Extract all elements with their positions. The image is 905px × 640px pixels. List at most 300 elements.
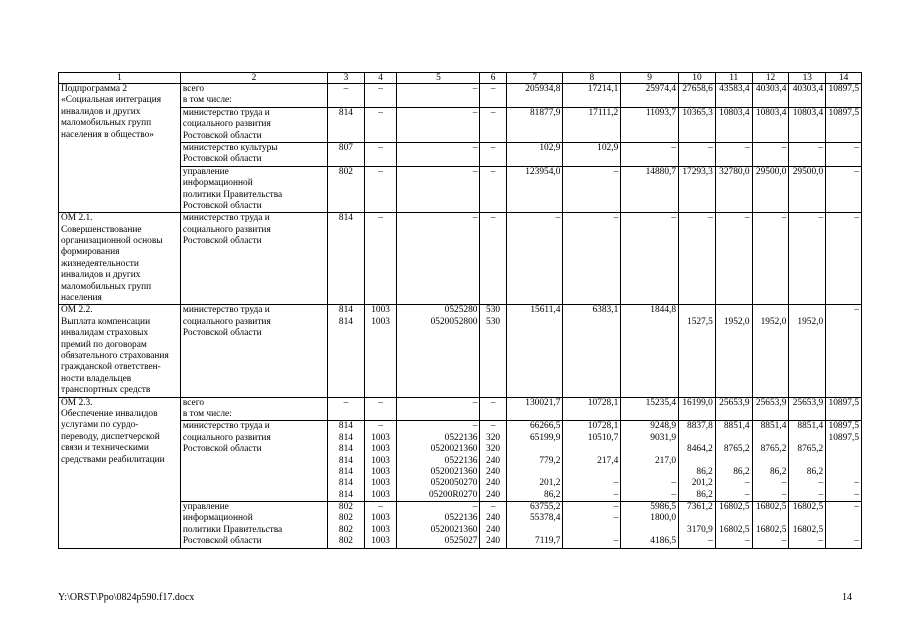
executor-line: Ростовской области	[182, 130, 262, 141]
value-line: –	[490, 397, 496, 408]
value-cell	[715, 213, 752, 305]
value-cell	[679, 397, 716, 421]
value-line: 8765,2	[797, 444, 824, 455]
value-line: 0520052800	[430, 316, 478, 327]
executor-cell	[180, 142, 327, 166]
value-cell	[506, 166, 563, 213]
value-line: 1003	[371, 444, 390, 455]
column-number-header: 12	[752, 73, 789, 84]
value-cell	[364, 213, 397, 305]
value-line: 1003	[371, 316, 390, 327]
value-line	[791, 305, 823, 316]
value-line: 0522136	[444, 455, 478, 466]
value-line: 81877,9	[529, 107, 561, 118]
value-line: 8851,4	[797, 421, 824, 432]
value-line: –	[472, 397, 478, 408]
column-number-header: 1	[59, 73, 181, 84]
value-cell	[397, 397, 480, 421]
value-cell	[826, 502, 862, 549]
value-line: 814	[338, 305, 353, 316]
value-line: 14880,7	[645, 166, 677, 177]
program-name-line: ОМ 2.2.	[61, 305, 93, 316]
value-line: 9248,9	[650, 421, 677, 432]
executor-line: социального развития	[182, 224, 271, 235]
program-name-line: переводу, диспетчерской	[61, 431, 160, 442]
value-line: 66266,5	[529, 421, 561, 432]
value-line: 814	[338, 455, 353, 466]
value-line: 814	[338, 478, 353, 489]
value-line	[623, 525, 676, 536]
column-number-header: 7	[506, 73, 563, 84]
value-line: 3170,9	[687, 524, 713, 535]
value-cell	[621, 421, 679, 502]
value-line: 8851,4	[760, 421, 787, 432]
value-line: –	[818, 478, 824, 489]
value-cell	[789, 213, 826, 305]
value-cell	[826, 213, 862, 305]
value-line: 1003	[371, 432, 390, 443]
executor-cell	[180, 502, 327, 549]
value-line: 10510,7	[587, 432, 619, 443]
budget-table	[58, 72, 862, 549]
value-line: 1952,0	[723, 316, 750, 327]
value-cell	[679, 142, 716, 166]
column-number-header: 8	[563, 73, 621, 84]
value-line: –	[378, 166, 383, 177]
program-name-line: организационной основы	[61, 236, 163, 247]
value-line	[755, 433, 787, 444]
executor-cell	[180, 213, 327, 305]
value-cell	[715, 166, 752, 213]
value-cell	[397, 166, 480, 213]
value-line: 240	[486, 513, 501, 524]
program-name-line: ности владельцев	[61, 373, 132, 384]
executor-line: социального развития	[182, 316, 271, 327]
value-line: 17214,1	[587, 84, 619, 94]
value-cell	[364, 84, 397, 108]
value-line: 10803,4	[792, 107, 824, 118]
value-line: 205934,8	[525, 84, 561, 94]
value-line: 807	[338, 142, 353, 153]
value-line: 1003	[371, 478, 390, 489]
value-line: 814	[338, 107, 353, 118]
value-cell	[328, 421, 365, 502]
value-line: 15235,4	[645, 397, 677, 408]
value-line: 814	[338, 466, 353, 477]
value-line	[828, 513, 859, 524]
value-line	[565, 317, 618, 328]
value-line: 25974,4	[645, 84, 677, 94]
value-line: –	[854, 166, 859, 177]
table-row	[59, 305, 862, 397]
program-name-line: жизнедеятельности	[61, 258, 139, 269]
value-cell	[621, 213, 679, 305]
executor-line: в том числе:	[182, 408, 232, 419]
value-line: 10897,5	[828, 107, 859, 118]
value-line: 1844,8	[650, 305, 677, 316]
value-cell	[563, 213, 621, 305]
value-cell	[563, 305, 621, 397]
value-cell	[826, 166, 862, 213]
value-line: 11093,7	[645, 107, 677, 118]
value-line: 43583,4	[719, 84, 750, 94]
value-line: 65199,9	[529, 432, 561, 443]
value-line: –	[378, 213, 383, 224]
program-name-cell	[59, 397, 181, 548]
value-line	[828, 467, 859, 478]
value-line: –	[490, 502, 496, 513]
column-number-header: 10	[679, 73, 716, 84]
value-cell	[397, 142, 480, 166]
value-cell	[679, 305, 716, 397]
value-line: –	[613, 166, 619, 177]
value-line: 10897,5	[828, 84, 859, 94]
program-name-line: связи и техническими	[61, 443, 149, 454]
value-cell	[480, 502, 506, 549]
value-line	[828, 456, 859, 467]
program-name-line: ОМ 2.1.	[61, 213, 93, 224]
value-line: 10365,3	[682, 107, 713, 118]
value-line: 814	[338, 432, 353, 443]
value-line: 320	[486, 444, 501, 455]
value-cell	[789, 84, 826, 108]
value-line: –	[343, 84, 349, 94]
executor-line: в том числе:	[182, 95, 232, 106]
value-cell	[715, 397, 752, 421]
value-line: 40303,4	[755, 84, 787, 94]
program-name-line: инвалидам страховых	[61, 328, 149, 339]
value-line: 05200R0270	[428, 489, 478, 500]
value-line: 63755,2	[529, 502, 561, 513]
value-line: –	[613, 536, 619, 547]
value-line: –	[708, 142, 713, 153]
value-line	[509, 317, 561, 328]
program-name-line: Выплата компенсации	[61, 316, 151, 327]
value-line: 7361,2	[687, 502, 713, 513]
value-cell	[328, 305, 365, 397]
value-line: 15611,4	[530, 305, 561, 316]
value-cell	[506, 84, 563, 108]
value-cell	[506, 421, 563, 502]
value-cell	[752, 84, 789, 108]
executor-cell	[180, 107, 327, 142]
value-line	[718, 305, 750, 316]
value-line: 1003	[371, 305, 390, 316]
value-line	[755, 305, 787, 316]
value-cell	[480, 84, 506, 108]
value-line: 0520021360	[430, 444, 478, 455]
program-name-line: услугами по сурдо-	[61, 420, 139, 431]
value-line: 530	[486, 316, 501, 327]
value-line: 1952,0	[760, 316, 787, 327]
value-line: 8837,8	[687, 421, 713, 432]
value-cell	[563, 166, 621, 213]
value-cell	[480, 166, 506, 213]
value-cell	[563, 502, 621, 549]
executor-line: Ростовской области	[182, 444, 262, 455]
value-line: –	[490, 166, 496, 177]
value-line: 240	[486, 466, 501, 477]
value-line: 86,2	[733, 466, 750, 477]
executor-cell	[180, 421, 327, 502]
program-name-line: ОМ 2.3.	[61, 397, 93, 408]
value-line: –	[490, 421, 496, 432]
value-line: –	[343, 397, 349, 408]
program-name-line: населения	[61, 293, 102, 304]
value-line: 29500,0	[755, 166, 787, 177]
value-line: 0525027	[444, 536, 478, 547]
value-line: 802	[338, 502, 353, 513]
value-line: –	[818, 213, 824, 224]
value-line: 217,0	[654, 455, 677, 466]
value-cell	[679, 213, 716, 305]
value-line: 1003	[371, 466, 390, 477]
value-line: –	[781, 489, 787, 500]
value-line: 40303,4	[792, 84, 824, 94]
value-cell	[364, 502, 397, 549]
value-cell	[715, 107, 752, 142]
executor-line: Ростовской области	[182, 536, 262, 547]
program-name-line: маломобильных групп	[61, 281, 152, 292]
value-cell	[789, 107, 826, 142]
value-line	[791, 513, 823, 524]
value-line: –	[818, 536, 824, 547]
value-line: 7119,7	[535, 536, 561, 547]
value-cell	[506, 397, 563, 421]
value-line	[509, 467, 561, 478]
value-line: 55378,4	[529, 513, 561, 524]
value-cell	[328, 213, 365, 305]
value-cell	[621, 107, 679, 142]
column-number-header: 14	[826, 73, 862, 84]
value-line: –	[671, 489, 677, 500]
value-line: 802	[338, 524, 353, 535]
value-cell	[679, 421, 716, 502]
executor-line: Ростовской области	[182, 236, 262, 247]
value-cell	[826, 305, 862, 397]
value-cell	[480, 421, 506, 502]
value-cell	[563, 142, 621, 166]
value-cell	[679, 107, 716, 142]
value-line: 240	[486, 478, 501, 489]
column-number-header: 3	[328, 73, 365, 84]
value-cell	[826, 421, 862, 502]
value-line	[718, 513, 750, 524]
value-line: 0525280	[444, 305, 478, 316]
value-line: 25653,9	[792, 397, 824, 408]
value-cell	[826, 107, 862, 142]
value-line	[755, 456, 787, 467]
value-line: 10897,5	[828, 397, 859, 408]
value-cell	[364, 397, 397, 421]
executor-line: всего	[182, 84, 205, 94]
value-line: –	[781, 142, 787, 153]
value-cell	[506, 107, 563, 142]
executor-line: политики Правительства	[182, 524, 283, 535]
value-line: 123954,0	[525, 166, 561, 177]
value-line	[791, 456, 823, 467]
value-line	[828, 317, 859, 328]
value-line	[718, 433, 750, 444]
program-name-line: населения в общество»	[61, 129, 154, 140]
value-cell	[826, 142, 862, 166]
value-cell	[480, 107, 506, 142]
value-line: –	[744, 489, 750, 500]
value-line: –	[854, 489, 859, 500]
value-line: –	[613, 502, 619, 513]
value-line: –	[781, 213, 787, 224]
value-line: 1003	[371, 524, 390, 535]
program-name-line: формирования	[61, 247, 120, 258]
value-line: –	[472, 84, 478, 94]
value-line	[681, 456, 713, 467]
value-cell	[563, 84, 621, 108]
value-cell	[752, 213, 789, 305]
executor-line: Ростовской области	[182, 328, 262, 339]
value-cell	[563, 421, 621, 502]
value-line	[791, 433, 823, 444]
value-line: 240	[486, 536, 501, 547]
value-line: 0520021360	[430, 524, 478, 535]
value-line: 17111,2	[588, 107, 619, 118]
value-line: –	[378, 421, 383, 432]
value-line: 814	[338, 213, 353, 224]
executor-line: политики Правительства	[182, 189, 283, 200]
value-line: 1800,0	[650, 513, 677, 524]
value-line: 814	[338, 316, 353, 327]
program-name-line: Обеспечение инвалидов	[61, 408, 158, 419]
executor-cell	[180, 166, 327, 213]
value-line: 16199,0	[682, 397, 713, 408]
value-cell	[563, 397, 621, 421]
value-line: 201,2	[539, 478, 561, 489]
value-line: 10803,4	[755, 107, 787, 118]
value-cell	[752, 142, 789, 166]
value-cell	[752, 107, 789, 142]
value-cell	[715, 421, 752, 502]
program-name-line: Подпрограмма 2	[61, 84, 128, 94]
value-cell	[621, 502, 679, 549]
program-name-line: инвалидов и других	[61, 106, 141, 117]
value-line: 25653,9	[755, 397, 787, 408]
value-line: –	[854, 536, 859, 547]
value-cell	[621, 305, 679, 397]
program-name-line: Совершенствование	[61, 224, 142, 235]
table-row	[59, 213, 862, 305]
value-line: 802	[338, 166, 353, 177]
value-line: 8851,4	[723, 421, 750, 432]
column-number-header: 11	[715, 73, 752, 84]
value-cell	[826, 84, 862, 108]
value-line: –	[671, 478, 677, 489]
program-name-line: обязательного страхования	[61, 350, 169, 361]
footer-page-number: 14	[842, 592, 852, 603]
value-line: –	[490, 213, 496, 224]
value-cell	[621, 166, 679, 213]
value-cell	[328, 166, 365, 213]
value-line: –	[854, 478, 859, 489]
value-line: 86,2	[769, 466, 787, 477]
value-cell	[563, 107, 621, 142]
value-line: –	[781, 478, 787, 489]
value-line: –	[708, 213, 713, 224]
value-line	[565, 467, 618, 478]
value-line: –	[854, 305, 859, 316]
value-line: –	[781, 536, 787, 547]
value-line: 1527,5	[687, 316, 713, 327]
value-cell	[364, 142, 397, 166]
value-line: 4186,5	[650, 536, 677, 547]
table-row	[59, 397, 862, 421]
value-cell	[328, 397, 365, 421]
executor-line: министерство культуры	[182, 142, 278, 153]
value-line: –	[472, 213, 478, 224]
value-line: –	[613, 213, 619, 224]
value-line: –	[854, 142, 859, 153]
value-cell	[328, 502, 365, 549]
executor-line: Ростовской области	[182, 154, 262, 165]
value-cell	[364, 166, 397, 213]
table-row	[59, 84, 862, 108]
value-cell	[752, 502, 789, 549]
value-line: 27658,6	[682, 84, 713, 94]
program-name-line: маломобильных групп	[61, 118, 152, 129]
program-name-cell	[59, 84, 181, 213]
value-cell	[364, 107, 397, 142]
value-line: 6383,1	[592, 305, 619, 316]
value-line: –	[613, 513, 619, 524]
executor-line: министерство труда и	[182, 305, 270, 316]
value-cell	[789, 421, 826, 502]
value-line: 0522136	[444, 432, 478, 443]
value-cell	[715, 84, 752, 108]
value-cell	[826, 397, 862, 421]
value-line: 10728,1	[587, 421, 619, 432]
executor-line: министерство труда и	[182, 421, 270, 432]
value-cell	[506, 142, 563, 166]
value-cell	[679, 84, 716, 108]
executor-line: всего	[182, 397, 205, 408]
value-line: –	[671, 213, 677, 224]
program-name-cell	[59, 213, 181, 305]
value-line: 1003	[371, 489, 390, 500]
column-number-header: 5	[397, 73, 480, 84]
value-line: 86,2	[696, 466, 713, 477]
value-cell	[364, 305, 397, 397]
value-line: 8765,2	[760, 444, 787, 455]
value-line	[828, 444, 859, 455]
value-line	[718, 456, 750, 467]
value-line: 130021,7	[525, 397, 561, 408]
value-line: 86,2	[806, 466, 824, 477]
value-line	[623, 467, 676, 478]
value-line: 779,2	[539, 455, 561, 466]
value-cell	[506, 502, 563, 549]
executor-line: Ростовской области	[182, 200, 262, 211]
value-line: 16802,5	[719, 502, 750, 513]
value-line: –	[613, 489, 619, 500]
value-line: 0522136	[444, 513, 478, 524]
executor-cell	[180, 397, 327, 421]
value-line: 8765,2	[723, 444, 750, 455]
executor-line: министерство труда и	[182, 213, 270, 224]
value-line: –	[818, 489, 824, 500]
value-line	[681, 513, 713, 524]
value-line: –	[472, 421, 478, 432]
value-cell	[364, 421, 397, 502]
value-cell	[480, 305, 506, 397]
value-cell	[752, 421, 789, 502]
